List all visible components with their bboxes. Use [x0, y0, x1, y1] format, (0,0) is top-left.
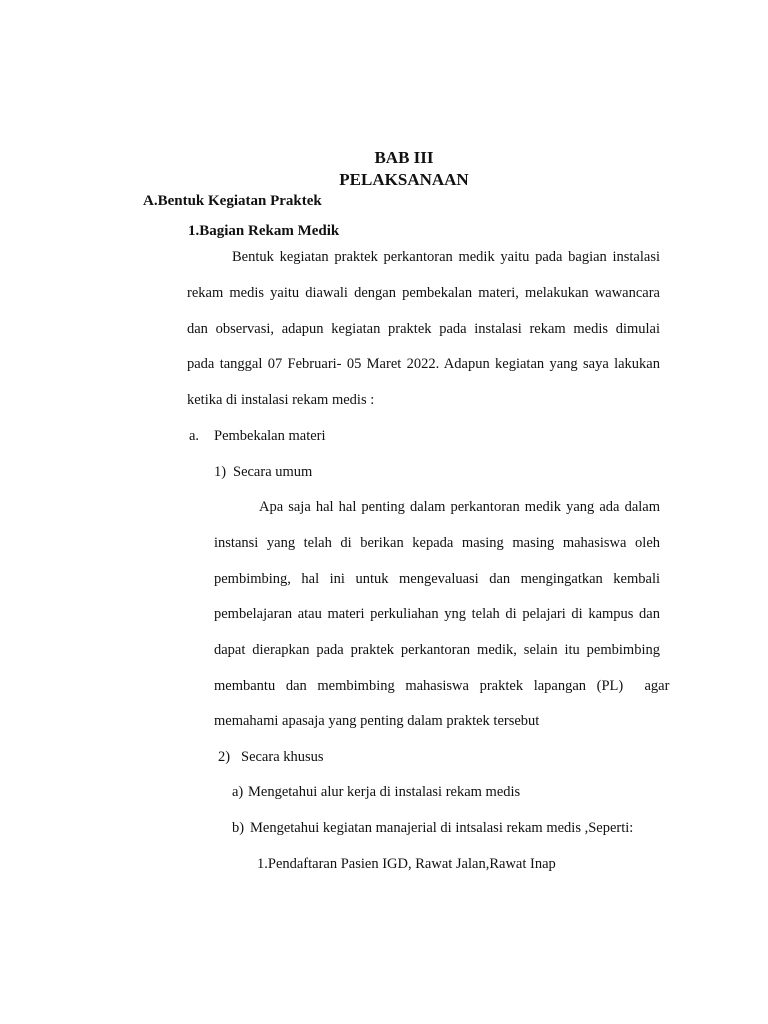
paragraph-1-line: ketika di instalasi rekam medis :	[187, 392, 375, 408]
sublist-item-b: Mengetahui kegiatan manajerial di intsalasi rekam medis ,Seperti:	[250, 820, 634, 836]
chapter-number: BAB III	[374, 148, 434, 167]
list-item-a-label: Pembekalan materi	[214, 428, 326, 444]
paragraph-2-line: instansi yang telah di berikan kepada masing masing mahasiswa oleh	[214, 535, 660, 551]
list-item-1-label: Secara umum	[233, 464, 313, 480]
paragraph-2-line: memahami apasaja yang penting dalam praktek tersebut	[214, 713, 540, 729]
paragraph-1-line: pada tanggal 07 Februari- 05 Maret 2022. Adapun kegiatan yang saya lakukan	[187, 356, 660, 372]
numbered-item-1: 1.Pendaftaran Pasien IGD, Rawat Jalan,Rawat Inap	[257, 856, 556, 872]
subsection-1-title: 1.Bagian Rekam Medik	[188, 223, 340, 239]
paragraph-2-line: pembimbing, hal ini untuk mengevaluasi dan mengingatkan kembali	[214, 571, 660, 587]
section-a-title: A.Bentuk Kegiatan Praktek	[143, 193, 322, 209]
paragraph-1-line: Bentuk kegiatan praktek perkantoran medik yaitu pada bagian instalasi	[232, 249, 660, 265]
paragraph-2-line: membantu dan membimbing mahasiswa praktek lapangan (PL) agar	[214, 678, 670, 694]
paragraph-1-line: dan observasi, adapun kegiatan praktek pada instalasi rekam medis dimulai	[187, 321, 660, 337]
chapter-title: PELAKSANAAN	[339, 170, 469, 189]
list-item-2-label: Secara khusus	[241, 749, 324, 765]
list-marker-1: 1)	[214, 464, 227, 480]
sublist-marker-b: b)	[232, 820, 245, 836]
paragraph-1-line: rekam medis yaitu diawali dengan pembekalan materi, melakukan wawancara	[187, 285, 660, 301]
list-marker-2: 2)	[218, 749, 231, 765]
paragraph-2-line: pembelajaran atau materi perkuliahan yng telah di pelajari di kampus dan	[214, 606, 660, 622]
sublist-item-a: Mengetahui alur kerja di instalasi rekam medis	[248, 784, 521, 800]
sublist-marker-a: a)	[232, 784, 244, 800]
list-marker-a: a.	[189, 428, 200, 444]
paragraph-2-line: dapat dierapkan pada praktek perkantoran medik, selain itu pembimbing	[214, 642, 660, 658]
paragraph-2-line: Apa saja hal hal penting dalam perkantoran medik yang ada dalam	[259, 499, 660, 515]
